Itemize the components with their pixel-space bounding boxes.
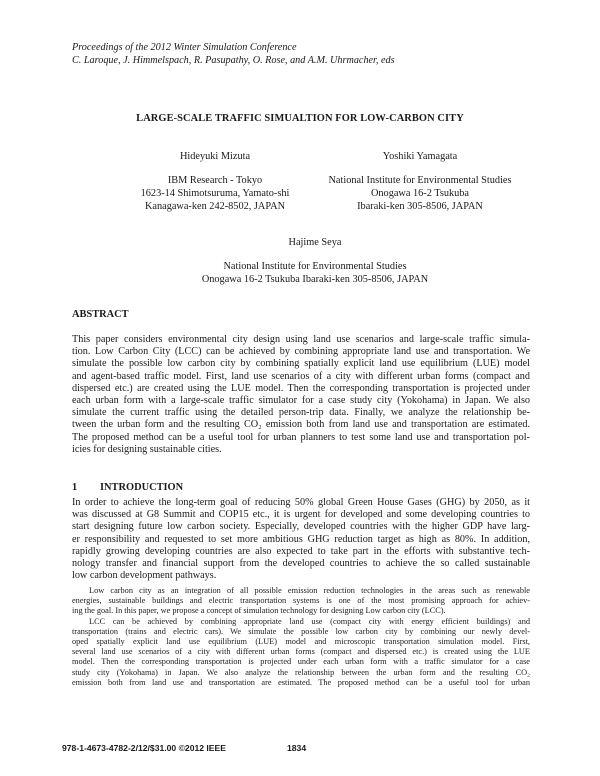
author-affiliation-line: Ibaraki-ken 305-8506, JAPAN	[357, 201, 483, 212]
intro-line: start designing future low carbon society. Especially, developed countries with the higher GDP have larg-	[72, 521, 530, 533]
author-affiliation-line: Onogawa 16-2 Tsukuba	[370, 188, 470, 199]
conference-name: Proceedings of the 2012 Winter Simulation Conference	[72, 42, 297, 53]
small-line: several land use scenarios of a city with different urban forms (compact and dispersed etc.) is created using the LUE	[72, 647, 530, 657]
author-name: Hajime Seya	[288, 237, 342, 248]
abstract-line: This paper considers environmental city design using land use scenarios and large-scale traffic simula-	[72, 334, 530, 345]
conference-header	[72, 41, 395, 67]
abstract-line: The proposed method can be a useful tool for urban planners to test some land use and transportation pol-	[72, 431, 530, 443]
author-block	[170, 236, 460, 286]
author-affiliation-line: IBM Research - Tokyo	[167, 175, 263, 186]
small-line: transportation (trains and electric cars). We simulate the possible low carbon city by combining our newly devel-	[72, 626, 530, 636]
small-line: oped spatially explicit land use equilibrium (LUE) model and microscopic transportation simulation model. First,	[72, 637, 530, 647]
author-affiliation-line: Onogawa 16-2 Tsukuba Ibaraki-ken 305-8506, JAPAN	[201, 274, 429, 285]
author-affiliation-line: National Institute for Environmental Studies	[223, 261, 407, 272]
abstract-heading: ABSTRACT	[72, 309, 129, 320]
small-line: model. Then the corresponding transportation is projected under each urban form with a traffic simulator for a case	[72, 657, 530, 667]
small-line: Low carbon city as an integration of all possible emission reduction technologies in the areas such as renewable	[89, 586, 530, 595]
abstract-line: dispersed etc.) are created using the LUE model. Then the corresponding transportation is projected under	[72, 382, 530, 394]
abstract-line: icies for designing sustainable cities.	[72, 443, 222, 455]
small-line: ing the goal. In this paper, we propose a concept of simulation technology for designing Low carbon city (LCC).	[72, 606, 446, 616]
footer-isbn: 978-1-4673-4782-2/12/$31.00 ©2012 IEEE	[62, 743, 227, 753]
abstract-line: each urban form with a large-scale traffic simulator for a case study city (Yokohama) in Japan. We also	[72, 395, 530, 407]
intro-line: nology transfer and financial support from the developed countries to achieve the so called sustainable	[72, 558, 530, 570]
intro-line: was discussed at G8 Summit and COP15 etc., it is urgent for developed and some developing countries to	[72, 509, 530, 521]
abstract-line: tween the urban form and the resulting CO₂ emission both from land use and transportation are estimated.	[72, 419, 530, 431]
intro-line: er responsibility and requested to set more ambitious GHG reduction target as high as 80%. In addition,	[72, 533, 530, 545]
author-affiliation-line: 1623-14 Shimotsuruma, Yamato-shi	[140, 188, 290, 199]
page-number: 1834	[287, 743, 307, 753]
section-number: 1	[72, 482, 78, 493]
introduction-small-text	[72, 586, 530, 688]
abstract-line: and agent-based traffic model. First, land use scenarios of a city with different urban forms (compact and	[72, 370, 530, 382]
author-name: Yoshiki Yamagata	[382, 151, 458, 162]
small-line: energies, sustainable buildings and electric transportation systems is one of the most promising approach for achiev-	[72, 596, 530, 606]
paper-title: LARGE-SCALE TRAFFIC SIMUALTION FOR LOW-CARBON CITY	[136, 113, 464, 124]
intro-line: In order to achieve the long-term goal of reducing 50% global Green House Gases (GHG) by 2050, as it	[72, 497, 530, 508]
abstract-line: tion. Low Carbon City (LCC) can be achieved by combining appropriate land use and transportation. We	[72, 346, 530, 358]
small-line: LCC can be achieved by combining appropriate land use (compact city with energy efficient buildings) and	[89, 616, 530, 626]
author-name: Hideyuki Mizuta	[179, 151, 251, 162]
intro-line: low carbon development pathways.	[72, 570, 217, 582]
introduction-heading	[72, 482, 183, 493]
abstract-line: simulate the possible low carbon city by combining spatially explicit land use equilibrium (LUE) model	[72, 358, 530, 370]
author-affiliation-line: Kanagawa-ken 242-8502, JAPAN	[144, 201, 286, 212]
section-title: INTRODUCTION	[100, 482, 184, 493]
author-affiliation-line: National Institute for Environmental Studies	[328, 175, 512, 186]
author-block	[300, 150, 540, 213]
abstract-line: simulate the current traffic using the detailed person-trip data. Finally, we analyze the relationship be-	[72, 407, 530, 419]
introduction-body	[72, 497, 530, 582]
abstract-body	[72, 334, 530, 456]
small-line: emission both from land use and transportation are estimated. The proposed method can be a useful tool for urban	[72, 677, 530, 687]
conference-editors: C. Laroque, J. Himmelspach, R. Pasupathy, O. Rose, and A.M. Uhrmacher, eds	[72, 55, 395, 66]
small-line: study city (Yokohama) in Japan. We also analyze the relationship between the urban form and the resulting CO₂	[72, 667, 530, 677]
intro-line: rapidly growing developing countries are also expected to take part in the efforts with substantive tech-	[72, 545, 530, 557]
